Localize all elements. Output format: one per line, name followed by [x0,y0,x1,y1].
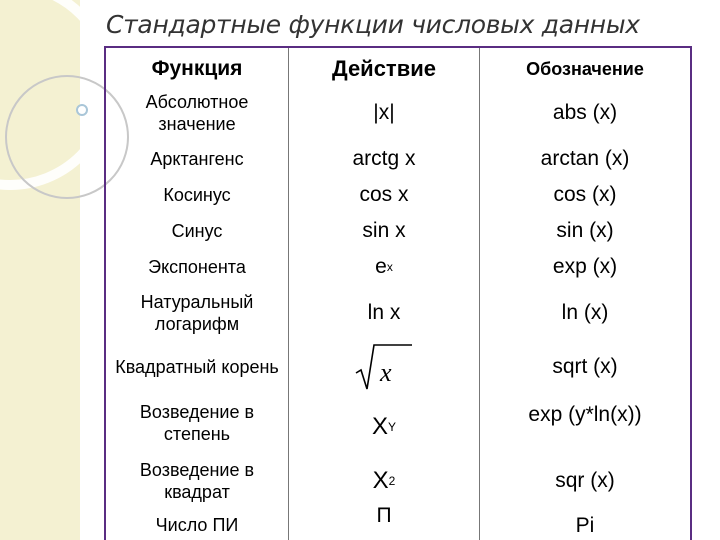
function-action: e x [375,255,393,278]
action-base: X [372,467,389,494]
function-notation: sqrt (x) [552,355,618,378]
function-name: Экспонента [148,257,246,277]
function-notation: abs (x) [552,101,618,124]
function-notation: exp (y*ln(x)) [528,403,642,426]
function-action: X 2 [372,467,396,494]
header-function: Функция [151,57,243,80]
function-action: П [376,504,392,527]
function-notation: cos (x) [553,183,617,206]
function-action [289,340,479,394]
function-notation: sqr (x) [555,469,615,492]
function-action: ln x [367,301,401,324]
function-name: Синус [171,221,223,241]
function-action: cos x [359,183,409,206]
function-name: Абсолютное значение [145,92,249,134]
function-action: X Y [371,413,397,440]
action-base: X [371,413,388,440]
function-notation: exp (x) [552,255,618,278]
action-base: e [375,255,387,278]
radicand: x [380,358,392,387]
function-notation: Pi [575,514,595,537]
function-name: Возведение в квадрат [139,460,255,502]
header-action: Действие [332,56,436,81]
square-root-sign [354,343,414,391]
function-name: Число ПИ [155,515,239,535]
function-notation: ln (x) [561,301,609,324]
decorative-dot [76,104,88,116]
function-name: Возведение в степень [139,402,255,444]
function-notation: sin (x) [556,219,614,242]
function-name: Натуральный логарифм [140,292,254,334]
function-action: |x| [373,101,395,124]
page-title: Стандартные функции числовых данных [106,10,640,39]
function-action: sin x [362,219,406,242]
function-notation: arctan (x) [540,147,630,170]
function-action: arctg x [352,147,416,170]
function-name: Косинус [163,185,231,205]
header-notation: Обозначение [526,58,644,79]
function-name: Арктангенс [150,149,244,169]
function-name: Квадратный корень [115,357,279,377]
